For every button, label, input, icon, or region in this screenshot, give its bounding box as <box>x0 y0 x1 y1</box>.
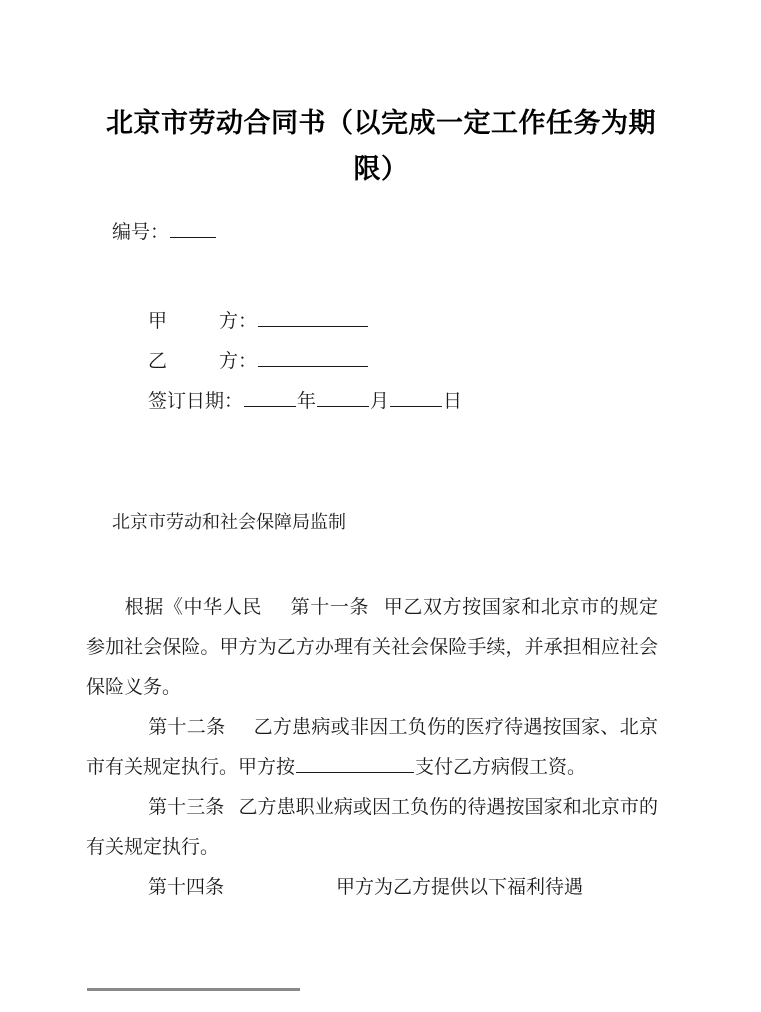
sign-date-year-blank[interactable] <box>244 388 296 407</box>
paragraph-article-13 <box>86 788 658 868</box>
serial-number-row <box>112 218 217 248</box>
article-12-text-part2: 支付乙方病假工资。 <box>415 757 587 778</box>
article-12-number: 第十二条 <box>148 717 226 738</box>
paragraph-article-12 <box>86 708 658 788</box>
party-a-label-prefix: 甲 <box>148 311 168 332</box>
party-b-row <box>148 342 462 382</box>
party-info-block <box>148 302 462 422</box>
paragraph-article-11 <box>86 588 658 708</box>
document-title: 北京市劳动合同书（以完成一定工作任务为期限） <box>106 108 656 185</box>
sign-date-year-unit: 年 <box>297 391 317 412</box>
document-body <box>86 588 658 908</box>
article-13-text: 乙方患职业病或因工负伤的待遇按国家和北京市的有关规定执行。 <box>86 797 658 858</box>
party-a-name-blank[interactable] <box>258 308 368 327</box>
serial-number-label: 编号： <box>112 222 170 243</box>
sign-date-month-unit: 月 <box>370 391 390 412</box>
article-11-number: 第十一条 <box>290 597 370 618</box>
article-14-number: 第十四条 <box>148 877 225 898</box>
party-b-name-blank[interactable] <box>258 348 368 367</box>
serial-number-blank[interactable] <box>170 219 216 238</box>
sign-date-row <box>148 382 462 422</box>
paragraph-article-14 <box>86 868 658 908</box>
article-11-lead: 根据《中华人民 <box>124 597 263 618</box>
article-13-number: 第十三条 <box>148 797 225 818</box>
party-b-label-prefix: 乙 <box>148 351 168 372</box>
party-a-label-suffix: 方： <box>219 311 258 332</box>
sign-date-day-unit: 日 <box>443 391 463 412</box>
party-a-row <box>148 302 462 342</box>
sign-date-day-blank[interactable] <box>390 388 442 407</box>
footer-divider-rule <box>87 988 300 991</box>
article-12-text-part1: 乙方患病或非因工负伤的医疗待遇按国家、北京市有关规定执行。甲方按 <box>86 717 658 778</box>
party-b-label-suffix: 方： <box>219 351 258 372</box>
sick-pay-rate-blank[interactable] <box>296 754 414 773</box>
issuing-authority-line: 北京市劳动和社会保障局监制 <box>112 512 346 532</box>
sign-date-label: 签订日期： <box>148 391 244 412</box>
sign-date-month-blank[interactable] <box>317 388 369 407</box>
article-11-text: 甲乙双方按国家和北京市的规定参加社会保险。甲方为乙方办理有关社会保险手续，并承担相应社会保险义务。 <box>86 597 658 698</box>
article-14-text: 甲方为乙方提供以下福利待遇 <box>336 877 584 898</box>
